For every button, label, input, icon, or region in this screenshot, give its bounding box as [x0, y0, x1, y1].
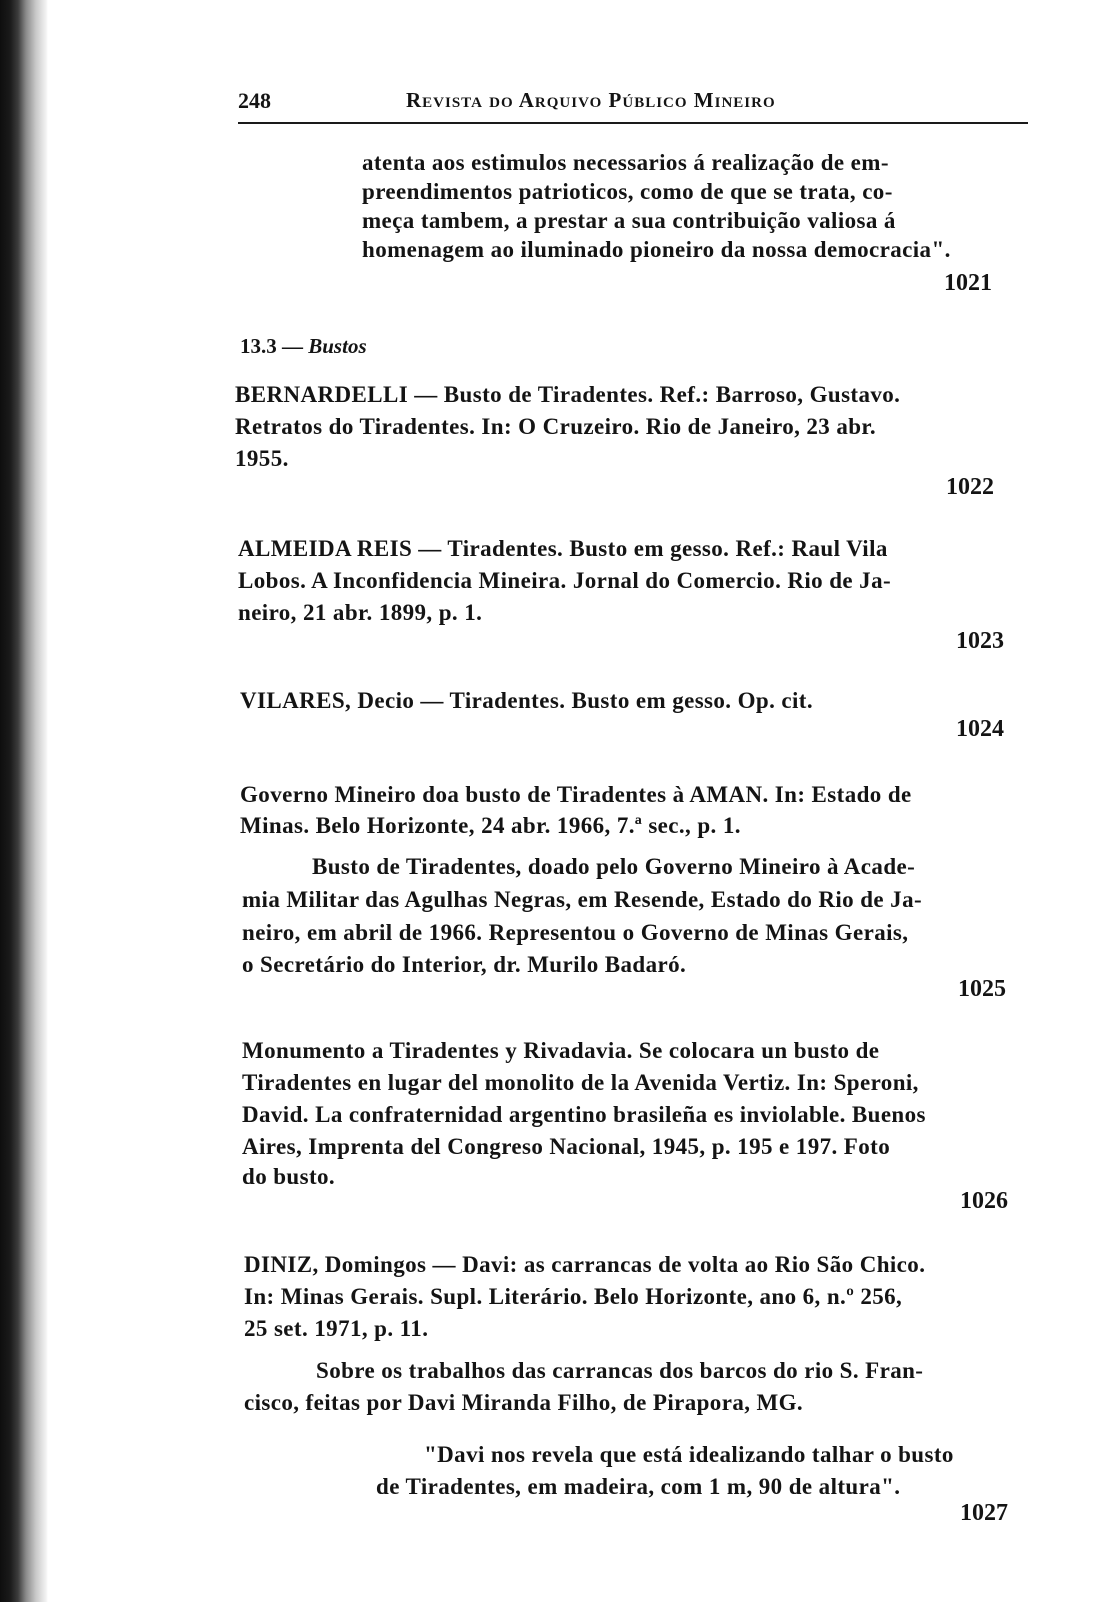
entry-number: 1021 [944, 270, 992, 296]
entry-number: 1022 [946, 474, 994, 500]
text-line: meça tambem, a prestar a sua contribuição valiosa á [362, 208, 896, 233]
text-line: neiro, 21 abr. 1899, p. 1. [238, 600, 483, 625]
text-line: Sobre os trabalhos das carrancas dos barcos do rio S. Fran- [316, 1358, 924, 1383]
text-line: In: Minas Gerais. Supl. Literário. Belo Horizonte, ano 6, n.º 256, [244, 1284, 903, 1309]
text-line: neiro, em abril de 1966. Representou o Governo de Minas Gerais, [242, 920, 909, 945]
quote-line: "Davi nos revela que está idealizando talhar o busto [424, 1442, 954, 1467]
text-line: 25 set. 1971, p. 11. [244, 1316, 429, 1341]
text-line: o Secretário do Interior, dr. Murilo Badaró. [242, 952, 687, 977]
page-number: 248 [238, 88, 271, 113]
entry-number: 1023 [956, 628, 1004, 654]
book-spine-shadow [0, 0, 48, 1602]
entry-number: 1024 [956, 716, 1004, 742]
journal-title: Revista do Arquivo Público Mineiro [406, 88, 776, 112]
text-line: Aires, Imprenta del Congreso Nacional, 1945, p. 195 e 197. Foto [242, 1134, 891, 1159]
entry-number: 1026 [960, 1188, 1008, 1214]
text-line: Lobos. A Inconfidencia Mineira. Jornal do Comercio. Rio de Ja- [238, 568, 892, 593]
text-line: Governo Mineiro doa busto de Tiradentes à AMAN. In: Estado de [240, 782, 912, 807]
entry-number: 1027 [960, 1500, 1008, 1526]
text-line: VILARES, Decio — Tiradentes. Busto em gesso. Op. cit. [240, 688, 813, 713]
text-line: Tiradentes en lugar del monolito de la Avenida Vertiz. In: Speroni, [242, 1070, 919, 1095]
text-line: Monumento a Tiradentes y Rivadavia. Se colocara un busto de [242, 1038, 880, 1063]
section-heading [240, 334, 367, 359]
entry-number: 1025 [958, 976, 1006, 1002]
text-line: 1955. [235, 446, 289, 471]
page-header [238, 86, 1028, 124]
text-line: DINIZ, Domingos — Davi: as carrancas de volta ao Rio São Chico. [244, 1252, 926, 1277]
text-line: Busto de Tiradentes, doado pelo Governo Mineiro à Acade- [312, 854, 916, 879]
text-line: ALMEIDA REIS — Tiradentes. Busto em gesso. Ref.: Raul Vila [238, 536, 888, 561]
section-title: Bustos [308, 334, 367, 358]
text-line: preendimentos patrioticos, como de que se trata, co- [362, 179, 893, 204]
text-line: homenagem ao iluminado pioneiro da nossa democracia". [362, 237, 951, 262]
text-line: cisco, feitas por Davi Miranda Filho, de Pirapora, MG. [244, 1390, 804, 1415]
text-line: mia Militar das Agulhas Negras, em Resende, Estado do Rio de Ja- [242, 887, 923, 912]
section-number: 13.3 — [240, 334, 303, 358]
text-line: do busto. [242, 1164, 336, 1189]
text-line: Minas. Belo Horizonte, 24 abr. 1966, 7.ª sec., p. 1. [240, 813, 741, 838]
text-line: BERNARDELLI — Busto de Tiradentes. Ref.: Barroso, Gustavo. [235, 382, 901, 407]
quote-line: de Tiradentes, em madeira, com 1 m, 90 de altura". [376, 1474, 901, 1499]
text-line: atenta aos estimulos necessarios á realização de em- [362, 150, 889, 175]
text-line: Retratos do Tiradentes. In: O Cruzeiro. Rio de Janeiro, 23 abr. [235, 414, 877, 439]
text-line: David. La confraternidad argentino brasileña es inviolable. Buenos [242, 1102, 926, 1127]
